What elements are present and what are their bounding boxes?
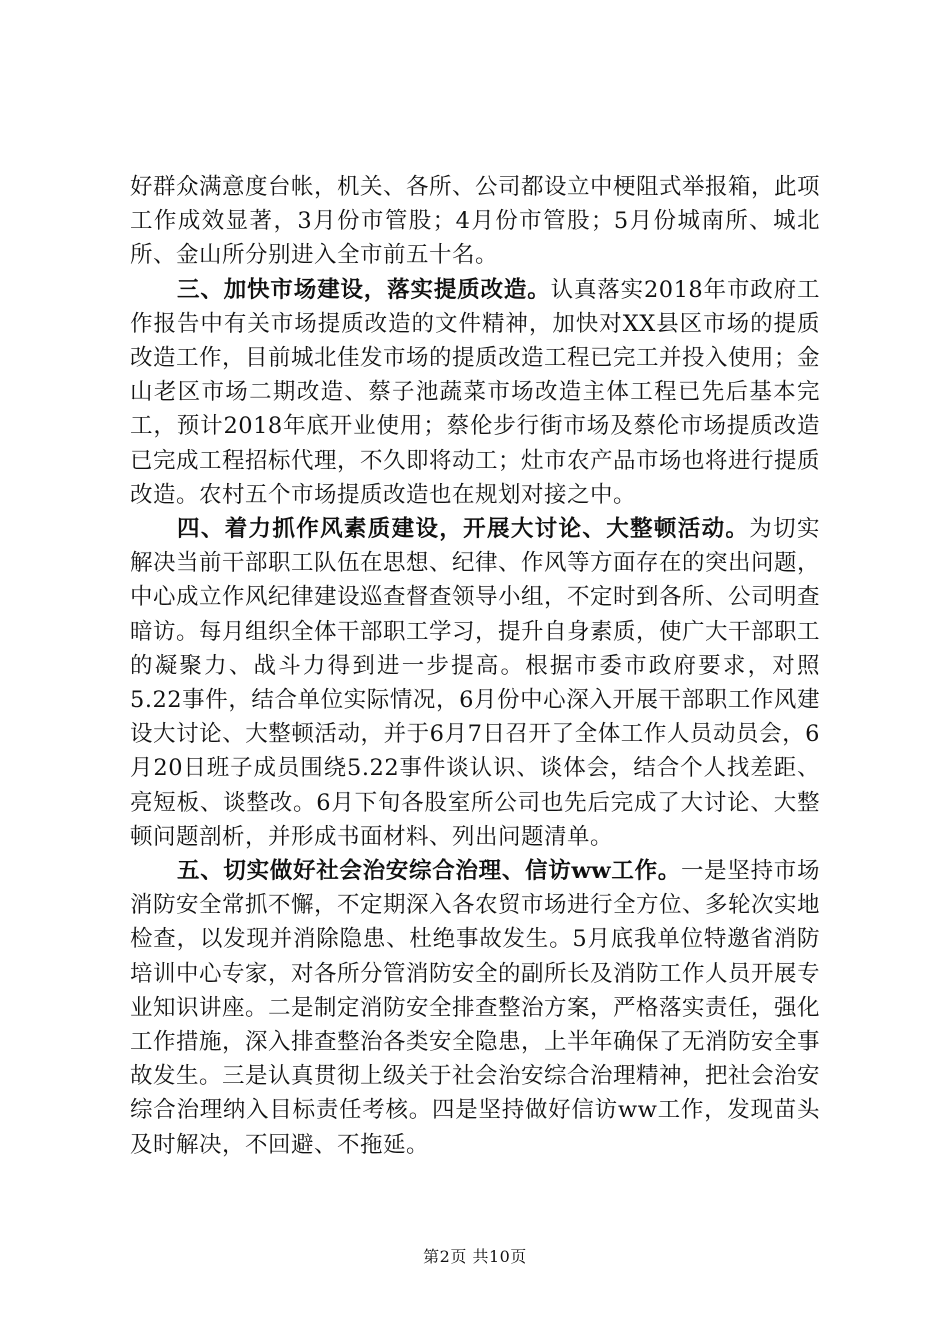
section-heading: 四、着力抓作风素质建设，开展大讨论、大整顿活动。: [177, 516, 750, 543]
paragraph-text: 认真落实2018年市政府工作报告中有关市场提质改造的文件精神，加快对XX县区市场的提质改造工作，目前城北佳发市场的提质改造工程已完工并投入使用；金山老区市场二期改造、蔡子池蔬菜市场改造主体工程已先后基本完工，预计2018年底开业使用；蔡伦步行街市场及蔡伦市场提质改造已完成工程招标代理，不久即将动工；灶市农产品市场也将进行提质改造。农村五个市场提质改造也在规划对接之中。: [130, 276, 821, 508]
paragraph-section-5: [130, 854, 820, 1162]
paragraph-text: 为切实解决当前干部职工队伍在思想、纪律、作风等方面存在的突出问题，中心成立作风纪律建设巡查督查领导小组，不定时到各所、公司明查暗访。每月组织全体干部职工学习，提升自身素质，使广大干部职工的凝聚力、战斗力得到进一步提高。根据市委市政府要求，对照5.22事件，结合单位实际情况，6月份中心深入开展干部职工作风建设大讨论、大整顿活动，并于6月7日召开了全体工作人员动员会，6月20日班子成员围绕5.22事件谈认识、谈体会，结合个人找差距、亮短板、谈整改。6月下旬各股室所公司也先后完成了大讨论、大整顿问题剖析，并形成书面材料、列出问题清单。: [130, 516, 821, 850]
document-body: [130, 170, 820, 1162]
paragraph-section-3: [130, 273, 820, 512]
section-heading: 五、切实做好社会治安综合治理、信访ww工作。: [177, 858, 681, 885]
section-heading: 三、加快市场建设，落实提质改造。: [177, 276, 551, 303]
paragraph-text: 一是坚持市场消防安全常抓不懈，不定期深入各农贸市场进行全方位、多轮次实地检查，以发现并消除隐患、杜绝事故发生。5月底我单位特邀省消防培训中心专家，对各所分管消防安全的副所长及消防工作人员开展专业知识讲座。二是制定消防安全排查整治方案，严格落实责任，强化工作措施，深入排查整治各类安全隐患，上半年确保了无消防安全事故发生。三是认真贯彻上级关于社会治安综合治理精神，把社会治安综合治理纳入目标责任考核。四是坚持做好信访ww工作，发现苗头及时解决，不回避、不拖延。: [130, 858, 821, 1158]
page-footer: [0, 1244, 950, 1267]
page-number: 第2页 共10页: [423, 1247, 527, 1266]
paragraph-text: 好群众满意度台帐，机关、各所、公司都设立中梗阻式举报箱，此项工作成效显著，3月份市管股；4月份市管股；5月份城南所、城北所、金山所分别进入全市前五十名。: [130, 174, 821, 269]
paragraph-continuation: [130, 170, 820, 273]
paragraph-section-4: [130, 512, 820, 854]
